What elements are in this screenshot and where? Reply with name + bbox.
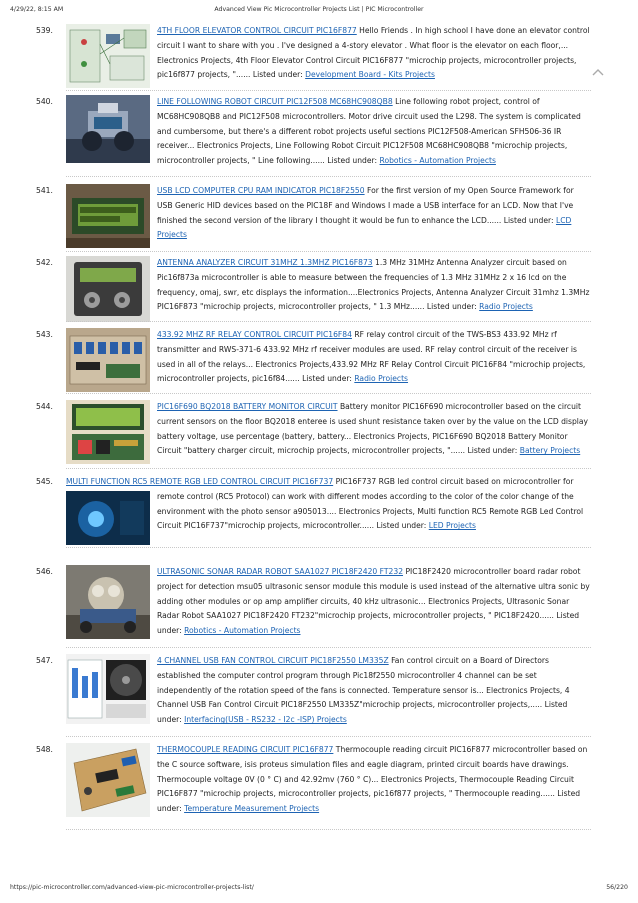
project-thumbnail[interactable] — [66, 654, 150, 724]
divider — [66, 829, 591, 830]
item-description — [157, 184, 591, 243]
project-thumbnail[interactable] — [66, 24, 150, 88]
project-summary: 1.3 MHz 31MHz Antenna Analyzer circuit based on Pic16f873a microcontroller is able to measure between the frequencies of 1.3 MHz 31MHz 2 x 16 lcd on the frequency, omaj, swr, etc displays the information....Electronics Projects, Antenna Analyzer Circuit 31mhz 1.3MHz PIC16F873 "microchip projects, microcontroller projects, " 1.3 MHz...... Listed under: — [157, 258, 590, 312]
project-summary: RF relay control circuit of the TWS-BS3 433.92 MHz rf transmitter and RWS-371-6 433.92 MHz rf receiver modules are used. RF relay control circuit of the receiver is used in all of the relays... Electronics Projects,433.92 MHz RF Relay Control Circuit PIC16F84 "microchip projects, microcontroller projects, pic16f84...... Listed under: — [157, 330, 586, 384]
project-thumbnail[interactable] — [66, 184, 150, 248]
item-description — [157, 24, 591, 83]
category-link[interactable]: Interfacing(USB - RS232 - I2c -ISP) Projects — [184, 715, 347, 725]
item-number: 543. — [36, 330, 53, 339]
project-title-link[interactable]: ULTRASONIC SONAR RADAR ROBOT SAA1027 PIC18F2420 FT232 — [157, 567, 404, 576]
item-number: 546. — [36, 567, 53, 576]
divider — [66, 176, 591, 177]
item-number: 542. — [36, 258, 53, 267]
item-number: 544. — [36, 402, 53, 411]
project-title-link[interactable]: 433.92 MHZ RF RELAY CONTROL CIRCUIT PIC16F84 — [157, 330, 352, 339]
item-number: 540. — [36, 97, 53, 106]
category-link[interactable]: LCD Projects — [157, 215, 572, 240]
project-summary: Thermocouple reading circuit PIC16F877 microcontroller based on the C source software, isis proteus simulation files and eagle diagram, printed circuit boards have drawings. Thermocouple voltage 0V (0 ° C) and 42.92mv (760 ° C)... Electronics Projects, Thermocouple Reading Circuit PIC16F877 "microchip projects, microcontroller projects, pic16f877 projects, " Thermocouple reading...... Listed under: — [157, 745, 588, 814]
category-link[interactable]: Robotics - Automation Projects — [379, 156, 496, 166]
page-number: 56/220 — [606, 884, 628, 891]
project-thumbnail[interactable] — [66, 491, 150, 545]
project-summary-first-line: PIC16F737 RGB led control circuit based on microcontroller for — [333, 477, 574, 486]
item-description — [157, 565, 591, 639]
item-description — [66, 475, 591, 490]
item-description-continued — [157, 490, 591, 534]
project-thumbnail[interactable] — [66, 565, 150, 639]
project-title-link[interactable]: THERMOCOUPLE READING CIRCUIT PIC16F877 — [157, 745, 334, 754]
project-summary: remote control (RC5 Protocol) can work with different modes according to the color of the color change of the environment with the photo sensor a905013.... Electronics Projects, Multi function RC5 Remote RGB Led Control Circuit PIC16F737"microchip projects, microcontroller...... Listed under: — [157, 491, 584, 531]
item-description — [157, 400, 591, 459]
divider — [66, 251, 591, 252]
category-link[interactable]: Battery Projects — [519, 446, 581, 456]
project-title-link[interactable]: LINE FOLLOWING ROBOT CIRCUIT PIC12F508 MC68HC908QB8 — [157, 97, 393, 106]
divider — [66, 393, 591, 394]
category-link[interactable]: Radio Projects — [479, 302, 533, 312]
project-summary: Fan control circuit on a Board of Directors established the computer control program through Pic18f2550 microcontroller 4 channel can be set independently of the rotation speed of the fans is connected. Temperature sensor is... Electronics Projects, 4 Channel USB Fan Control Circuit PIC18F2550 LM335Z"microchip projects, microcontroller projects,..... Listed under: — [157, 656, 570, 725]
project-thumbnail[interactable] — [66, 328, 150, 392]
item-description — [157, 328, 591, 387]
project-summary: For the first version of my Open Source Framework for USB Generic HID devices based on the PIC18F and Windows I made a USB interface for an LCD. Now that I've finished the second version of the library I thought it would be fun to enhance the LCD...... Listed under: — [157, 186, 574, 225]
print-datetime: 4/29/22, 8:15 AM — [10, 6, 64, 13]
item-number: 547. — [36, 656, 53, 665]
page-url: https://pic-microcontroller.com/advanced-view-pic-microcontroller-projects-list/ — [10, 884, 254, 891]
item-number: 545. — [36, 477, 53, 486]
chevron-up-icon[interactable] — [592, 67, 604, 77]
project-title-link[interactable]: 4 CHANNEL USB FAN CONTROL CIRCUIT PIC18F2550 LM335Z — [157, 656, 389, 665]
project-title-link[interactable]: PIC16F690 BQ2018 BATTERY MONITOR CIRCUIT — [157, 402, 338, 411]
project-summary: Hello Friends . In high school I have done an elevator control circuit I want to share with you . I've designed a 4-story elevator . What floor is the elevator on each floor,... Electronics Projects, 4th Floor Elevator Control Circuit PIC16F877 "microchip projects, microcontroller projects, pic16f877 projects, "...... Listed under: — [157, 26, 590, 80]
print-title: Advanced View Pic Microcontroller Projects List | PIC Microcontroller — [214, 6, 424, 13]
divider — [66, 736, 591, 737]
item-description — [157, 95, 591, 169]
item-description — [157, 743, 591, 817]
item-number: 541. — [36, 186, 53, 195]
divider — [66, 547, 591, 548]
item-description — [157, 654, 591, 728]
project-thumbnail[interactable] — [66, 400, 150, 464]
category-link[interactable]: Robotics - Automation Projects — [184, 626, 301, 636]
category-link[interactable]: Temperature Measurement Projects — [184, 804, 320, 814]
project-thumbnail[interactable] — [66, 743, 150, 817]
item-description — [157, 256, 591, 315]
divider — [66, 90, 591, 91]
divider — [66, 468, 591, 469]
divider — [66, 647, 591, 648]
project-title-link[interactable]: ANTENNA ANALYZER CIRCUIT 31MHZ 1.3MHZ PIC16F873 — [157, 258, 373, 267]
project-thumbnail[interactable] — [66, 256, 150, 322]
category-link[interactable]: LED Projects — [428, 521, 476, 531]
item-number: 539. — [36, 26, 53, 35]
project-title-link[interactable]: MULTI FUNCTION RC5 REMOTE RGB LED CONTROL CIRCUIT PIC16F737 — [66, 477, 334, 486]
item-number: 548. — [36, 745, 53, 754]
project-title-link[interactable]: 4TH FLOOR ELEVATOR CONTROL CIRCUIT PIC16F877 — [157, 26, 357, 35]
category-link[interactable]: Radio Projects — [354, 374, 409, 384]
category-link[interactable]: Development Board - Kits Projects — [305, 70, 435, 80]
project-summary: PIC18F2420 microcontroller board radar robot project for detection msu05 ultrasonic sensor module this module is used instead of the alternative ultra sonic by adding other modules or op amp amplifier circuits, 40 kHz ultrasonic... Electronics Projects, Ultrasonic Sonar Radar Robot SAA1027 PIC18F2420 FT232"microchip projects, microcontroller projects, " PIC18F2420...... Listed under: — [157, 567, 590, 636]
project-thumbnail[interactable] — [66, 95, 150, 163]
project-summary: Battery monitor PIC16F690 microcontroller based on the circuit current sensors on the floor BQ2018 enteree is used shunt resistance taken over by the value on the LCD display battery voltage, use percentage (battery, battery... Electronics Projects, PIC16F690 BQ2018 Battery Monitor Circuit "battery charger circuit, microchip projects, microcontroller projects, "...... Listed under: — [157, 402, 589, 456]
project-title-link[interactable]: USB LCD COMPUTER CPU RAM INDICATOR PIC18F2550 — [157, 186, 365, 195]
divider — [66, 321, 591, 322]
project-summary: Line following robot project, control of MC68HC908QB8 and PIC12F508 microcontrollers. Motor drive circuit used the L298. The system is complicated and cumbersome, but there's a different robot projects useful sections PIC12F508-American SFH506-36 IR receiver... Electronics Projects, Line Following Robot Circuit PIC12F508 MC68HC908QB8 "microchip projects, microcontroller projects, " Line following...... Listed under: — [157, 97, 581, 166]
